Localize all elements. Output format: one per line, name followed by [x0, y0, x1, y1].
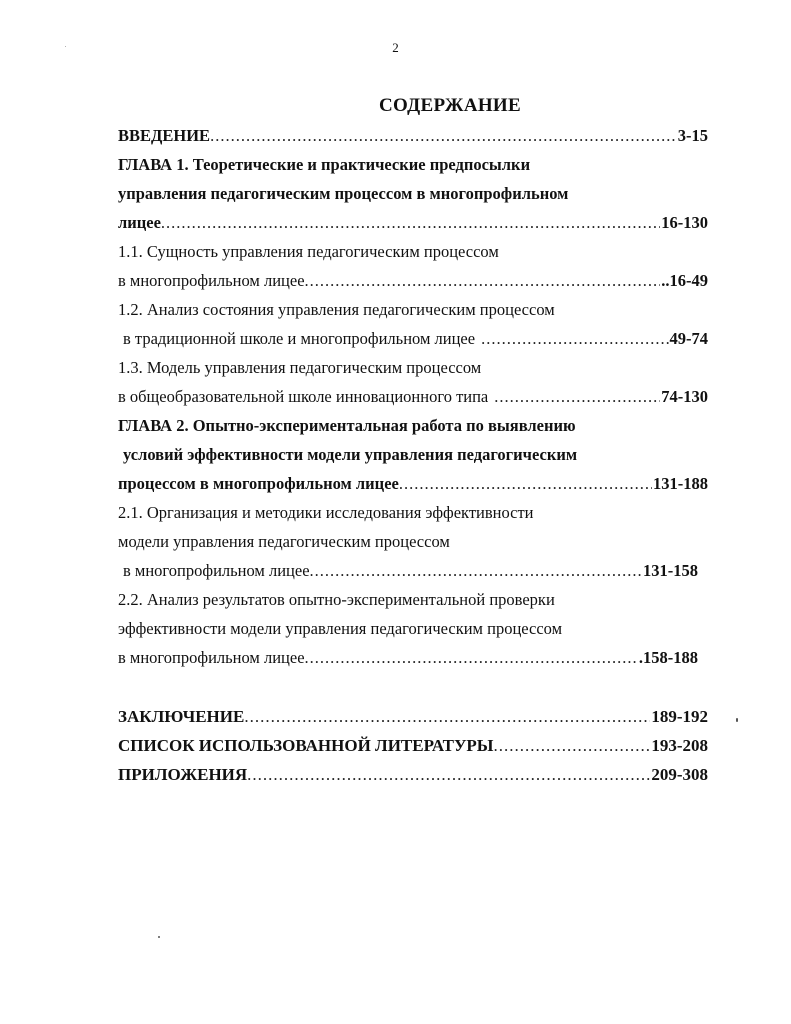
leader-dots [494, 731, 651, 760]
chapter2-title-line1[interactable]: ГЛАВА 2. Опытно-экспериментальная работа по выявлению [118, 416, 576, 435]
entry-pages: 16-130 [661, 213, 708, 232]
entry-label: в многопрофильном лицее [118, 648, 305, 667]
entry-pages: 189-192 [651, 707, 708, 726]
leader-dots [399, 469, 652, 498]
entry-pages: 131-188 [653, 474, 708, 493]
scan-speck [158, 936, 160, 938]
toc-entry-references[interactable] [118, 731, 708, 760]
section-gap [118, 672, 708, 702]
leader-dots [310, 556, 642, 585]
leader-dots [475, 324, 668, 353]
leader-dots [305, 643, 638, 672]
entry-label: СПИСОК ИСПОЛЬЗОВАННОЙ ЛИТЕРАТУРЫ [118, 736, 494, 755]
entry-label: лицее [118, 213, 161, 232]
entry-pages: 209-308 [651, 765, 708, 784]
section-2-1-line1[interactable]: 2.1. Организация и методики исследования эффективности [118, 503, 534, 522]
entry-pages: 131-158 [643, 561, 698, 580]
toc-entry-chapter1[interactable] [118, 208, 708, 237]
table-of-contents [118, 121, 708, 789]
chapter2-title-line2[interactable]: условий эффективности модели управления педагогическим [123, 445, 578, 464]
toc-entry-conclusion[interactable] [118, 702, 708, 731]
entry-pages: 193-208 [651, 736, 708, 755]
leader-dots [161, 208, 660, 237]
entry-label: в традиционной школе и многопрофильном лицее [123, 329, 476, 348]
section-1-3-line1[interactable]: 1.3. Модель управления педагогическим процессом [118, 358, 482, 377]
entry-label: в многопрофильном лицее [118, 271, 305, 290]
entry-label: процессом в многопрофильном лицее [118, 474, 399, 493]
entry-label: в многопрофильном лицее [123, 561, 310, 580]
leader-dots [244, 702, 650, 731]
scan-speck [65, 46, 66, 47]
entry-label: ВВЕДЕНИЕ [118, 126, 211, 145]
toc-entry-introduction[interactable] [118, 121, 708, 150]
entry-label: ЗАКЛЮЧЕНИЕ [118, 707, 245, 726]
toc-entry-section-1-3[interactable] [118, 382, 708, 411]
entry-label: ПРИЛОЖЕНИЯ [118, 765, 248, 784]
leader-dots [247, 760, 650, 789]
toc-entry-appendices[interactable] [118, 760, 708, 789]
toc-entry-section-1-2[interactable] [118, 324, 708, 353]
section-1-2-line1[interactable]: 1.2. Анализ состояния управления педагогическим процессом [118, 300, 555, 319]
section-2-2-line2[interactable]: эффективности модели управления педагогическим процессом [118, 619, 563, 638]
leader-dots [488, 382, 660, 411]
page-number: 2 [392, 40, 399, 55]
toc-entry-section-1-1[interactable] [118, 266, 708, 295]
entry-pages: .158-188 [638, 648, 698, 667]
chapter1-title-line2[interactable]: управления педагогическим процессом в многопрофильном [118, 184, 569, 203]
entry-pages: 74-130 [661, 387, 708, 406]
entry-label: в общеобразовательной школе инновационного типа [118, 387, 489, 406]
chapter1-title-line1[interactable]: ГЛАВА 1. Теоретические и практические предпосылки [118, 155, 531, 174]
section-1-1-line1[interactable]: 1.1. Сущность управления педагогическим процессом [118, 242, 499, 261]
leader-dots [210, 121, 677, 150]
entry-pages: ..16-49 [661, 271, 708, 290]
section-2-2-line1[interactable]: 2.2. Анализ результатов опытно-экспериментальной проверки [118, 590, 555, 609]
toc-entry-section-2-2[interactable] [118, 643, 698, 672]
scan-speck [736, 718, 738, 722]
leader-dots [305, 266, 661, 295]
entry-pages: 49-74 [669, 329, 708, 348]
section-2-1-line2[interactable]: модели управления педагогическим процессом [118, 532, 450, 551]
toc-entry-chapter2[interactable] [118, 469, 708, 498]
entry-pages: 3-15 [677, 126, 708, 145]
toc-title: СОДЕРЖАНИЕ [379, 95, 521, 116]
toc-entry-section-2-1[interactable] [118, 556, 698, 585]
